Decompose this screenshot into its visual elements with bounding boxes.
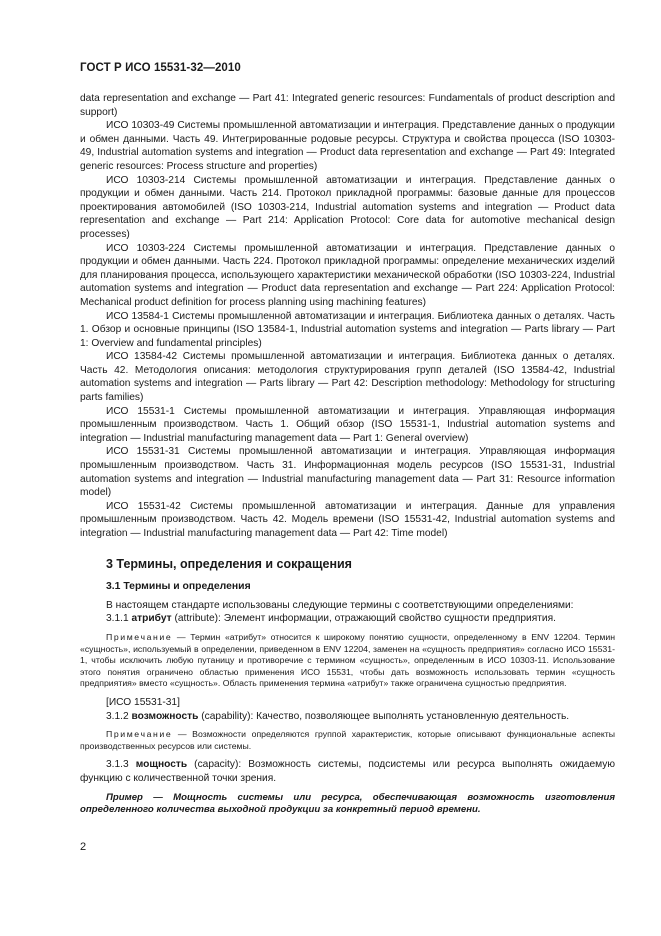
term-definition: (attribute): Элемент информации, отражающий свойство сущности предприятия.: [171, 613, 556, 625]
page-header: ГОСТ Р ИСО 15531-32—2010: [80, 62, 241, 74]
term-name: возможность: [131, 710, 199, 722]
term-capability: [80, 710, 615, 724]
ref-iso-15531-31: ИСО 15531-31 Системы промышленной автоматизации и интеграция. Управляющая информация промышленным производством. Часть 31. Информационная модель ресурсов (ISO 15531-31, Industrial automation systems and integration — Industrial manufacturing management data — Part 31: Resource information model): [80, 446, 615, 499]
term-definition: (capability): Качество, позволяющее выполнять установленную деятельность.: [198, 710, 570, 722]
note-label: Примечание: [106, 729, 173, 740]
ref-iso-10303-49: ИСО 10303-49 Системы промышленной автоматизации и интеграция. Представление данных о продукции и обмен данными. Часть 49. Интегрированные родовые ресурсы. Структура и свойства процесса (ISO 10303-49, Industrial automation systems and integration — Product data representation and exchange — Part 49: Integrated generic resources: Process structure and properties): [80, 120, 615, 172]
ref-iso-13584-42: ИСО 13584-42 Системы промышленной автоматизации и интеграция. Библиотека данных о деталях. Часть 42. Методология описания: методология структурирования групп деталей (ISO 13584-42, Industrial automation systems and integration — Parts library — Part 42: Description methodology: Methodology for structuring parts families): [80, 351, 615, 404]
term-number: 3.1.3: [106, 759, 129, 771]
note-capability: [80, 729, 615, 752]
example-capacity: Пример — Мощность системы или ресурса, обеспечивающая возможность изготовления определенного количества выходной продукции за конкретный период времени.: [80, 791, 615, 816]
subsection-heading: 3.1 Термины и определения: [106, 581, 251, 593]
term-attribute: [80, 612, 615, 626]
note-text: — Возможности определяются группой характеристик, которые описывают функциональные аспекты производственных ресурсов или системы.: [80, 729, 615, 751]
intro-paragraph: В настоящем стандарте использованы следующие термины с соответствующими определениями:: [106, 599, 574, 611]
term-name: мощность: [135, 759, 188, 771]
term-definition: (capacity): Возможность системы, подсистемы или ресурса выполнять ожидаемую функцию с количественной точки зрения.: [80, 759, 615, 784]
page-number: 2: [80, 841, 87, 853]
section-heading: 3 Термины, определения и сокращения: [106, 556, 352, 571]
note-text: — Термин «атрибут» относится к широкому понятию сущности, определенному в ENV 12204. Термин «сущность», используемый в определении, приведенном в ENV 12204, заменен на «сущность предприятия» согласно ИСО 15531-1, чтобы исключить любую путаницу и противоречие с термином «сущность», определенным в ИСО 10303-11. Использование этого понятия ограничено областью применения ИСО 15531, чтобы дать возможность использовать термин «сущность предприятия» вместо «сущность». Область применения термина «атрибут» также ограничена сущностью предприятия.: [80, 631, 615, 689]
term-number: 3.1.1: [106, 613, 129, 625]
note-label: Примечание: [106, 631, 173, 642]
ref-iso-13584-1: ИСО 13584-1 Системы промышленной автоматизации и интеграция. Библиотека данных о деталях. Часть 1. Обзор и основные принципы (ISO 13584-1, Industrial automation systems and integration — Parts library — Part 1: Overview and fundamental principles): [80, 310, 615, 349]
term-number: 3.1.2: [106, 710, 129, 722]
ref-continuation: data representation and exchange — Part 41: Integrated generic resources: Fundamentals of product description and support): [80, 93, 615, 118]
ref-iso-10303-224: ИСО 10303-224 Системы промышленной автоматизации и интеграция. Представление данных о продукции и обмен данными. Часть 224. Протокол прикладной программы: определение механических изделий для планирования процесса, использующего характеристики механической обработки (ISO 10303-224, Industrial automation systems and integration — Product data representation and exchange — Part 224: Application Protocol: Mechanical product definition for process planning using machining features): [80, 242, 615, 308]
term-capacity: [80, 758, 615, 785]
page-body: [80, 92, 615, 817]
ref-iso-15531-42: ИСО 15531-42 Системы промышленной автоматизации и интеграция. Данные для управления промышленным производством. Часть 42. Модель времени (ISO 15531-42, Industrial automation systems and integration — Industrial manufacturing management data — Part 42: Time model): [80, 500, 615, 539]
note-attribute: [80, 632, 615, 690]
source-reference: [ИСО 15531-31]: [106, 696, 180, 708]
ref-iso-10303-214: ИСО 10303-214 Системы промышленной автоматизации и интеграция. Представление данных о продукции и обмен данными. Часть 214. Протокол прикладной программы: базовые данные для процессов проектирования автомобилей (ISO 10303-214, Industrial automation systems and integration — Product data representation and exchange — Part 214: Application Protocol: Core data for automotive mechanical design processes): [80, 174, 615, 240]
ref-iso-15531-1: ИСО 15531-1 Системы промышленной автоматизации и интеграция. Управляющая информация промышленным производством. Часть 1. Общий обзор (ISO 15531-1, Industrial automation systems and integration — Industrial manufacturing management data — Part 1: General overview): [80, 405, 615, 444]
term-name: атрибут: [131, 613, 172, 625]
